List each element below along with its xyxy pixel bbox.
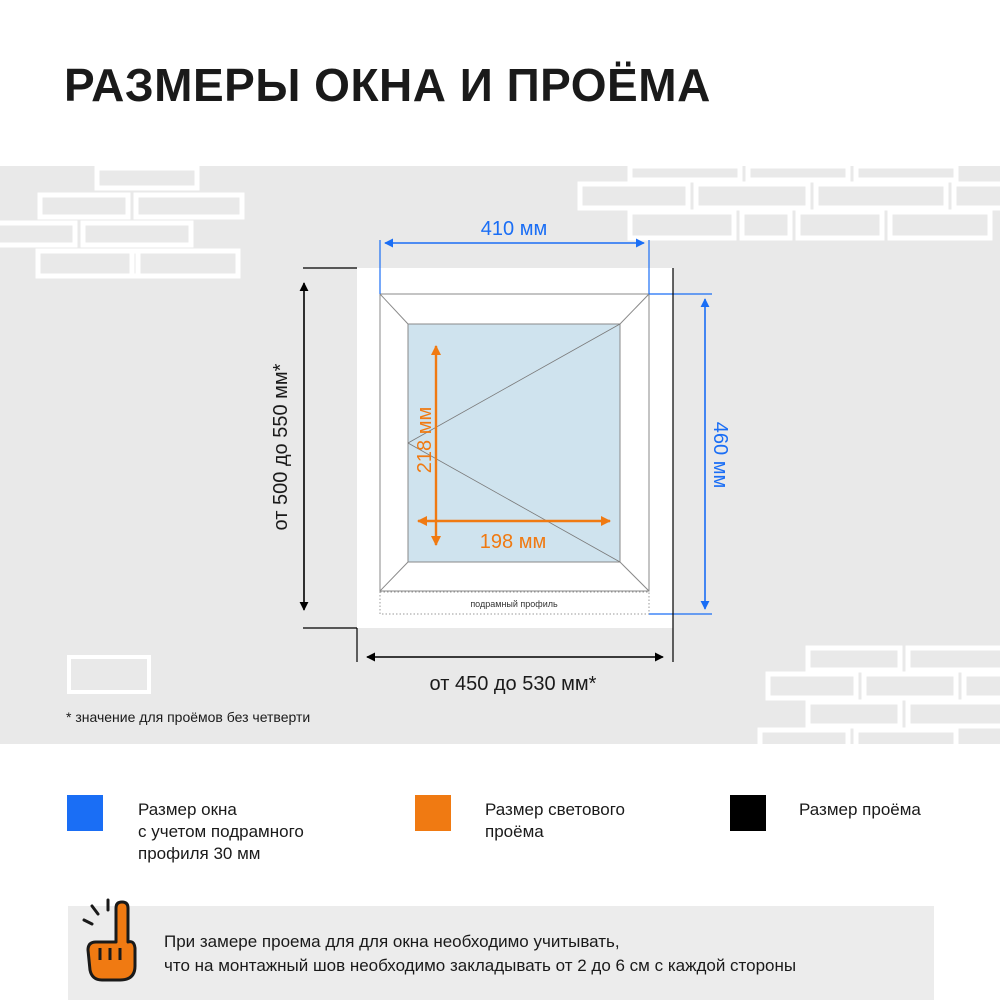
legend-opening-swatch: [730, 795, 766, 831]
legend-opening-text: Размер проёма: [799, 800, 921, 819]
window-width-label: 410 мм: [480, 218, 548, 240]
opening-height-label: от 500 до 550 мм*: [270, 363, 292, 531]
legend-window-swatch: [67, 795, 103, 831]
glass-pane: [408, 324, 620, 562]
light-width-label: 198 мм: [479, 531, 547, 553]
light-height-label: 218 мм: [414, 406, 436, 474]
brick-single: [69, 657, 149, 692]
tip-text: При замере проема для для окна необходимо учитывать, что на монтажный шов необходимо закладывать от 2 до 6 см с каждой стороны: [164, 932, 797, 975]
brick-wall-left: [0, 168, 242, 276]
window-height-label: 460 мм: [709, 421, 731, 489]
legend-window-text: Размер окна с учетом подрамного профиля 30 мм: [138, 800, 304, 863]
legend-light-text: Размер светового проёма: [485, 800, 626, 841]
page-title: РАЗМЕРЫ ОКНА И ПРОЁМА: [64, 59, 711, 111]
diagram-panel: [0, 166, 1000, 744]
pointing-hand-icon: [78, 896, 138, 982]
window-diagram: [0, 166, 1000, 744]
brick-wall-bottom-right: [760, 648, 1000, 744]
tip-panel: [68, 906, 934, 1000]
brick-wall-right: [580, 166, 1000, 238]
opening-width-label: от 450 до 530 мм*: [429, 673, 597, 695]
subframe-label: подрамный профиль: [470, 599, 558, 609]
legend-light-swatch: [415, 795, 451, 831]
footnote: * значение для проёмов без четверти: [66, 709, 311, 725]
